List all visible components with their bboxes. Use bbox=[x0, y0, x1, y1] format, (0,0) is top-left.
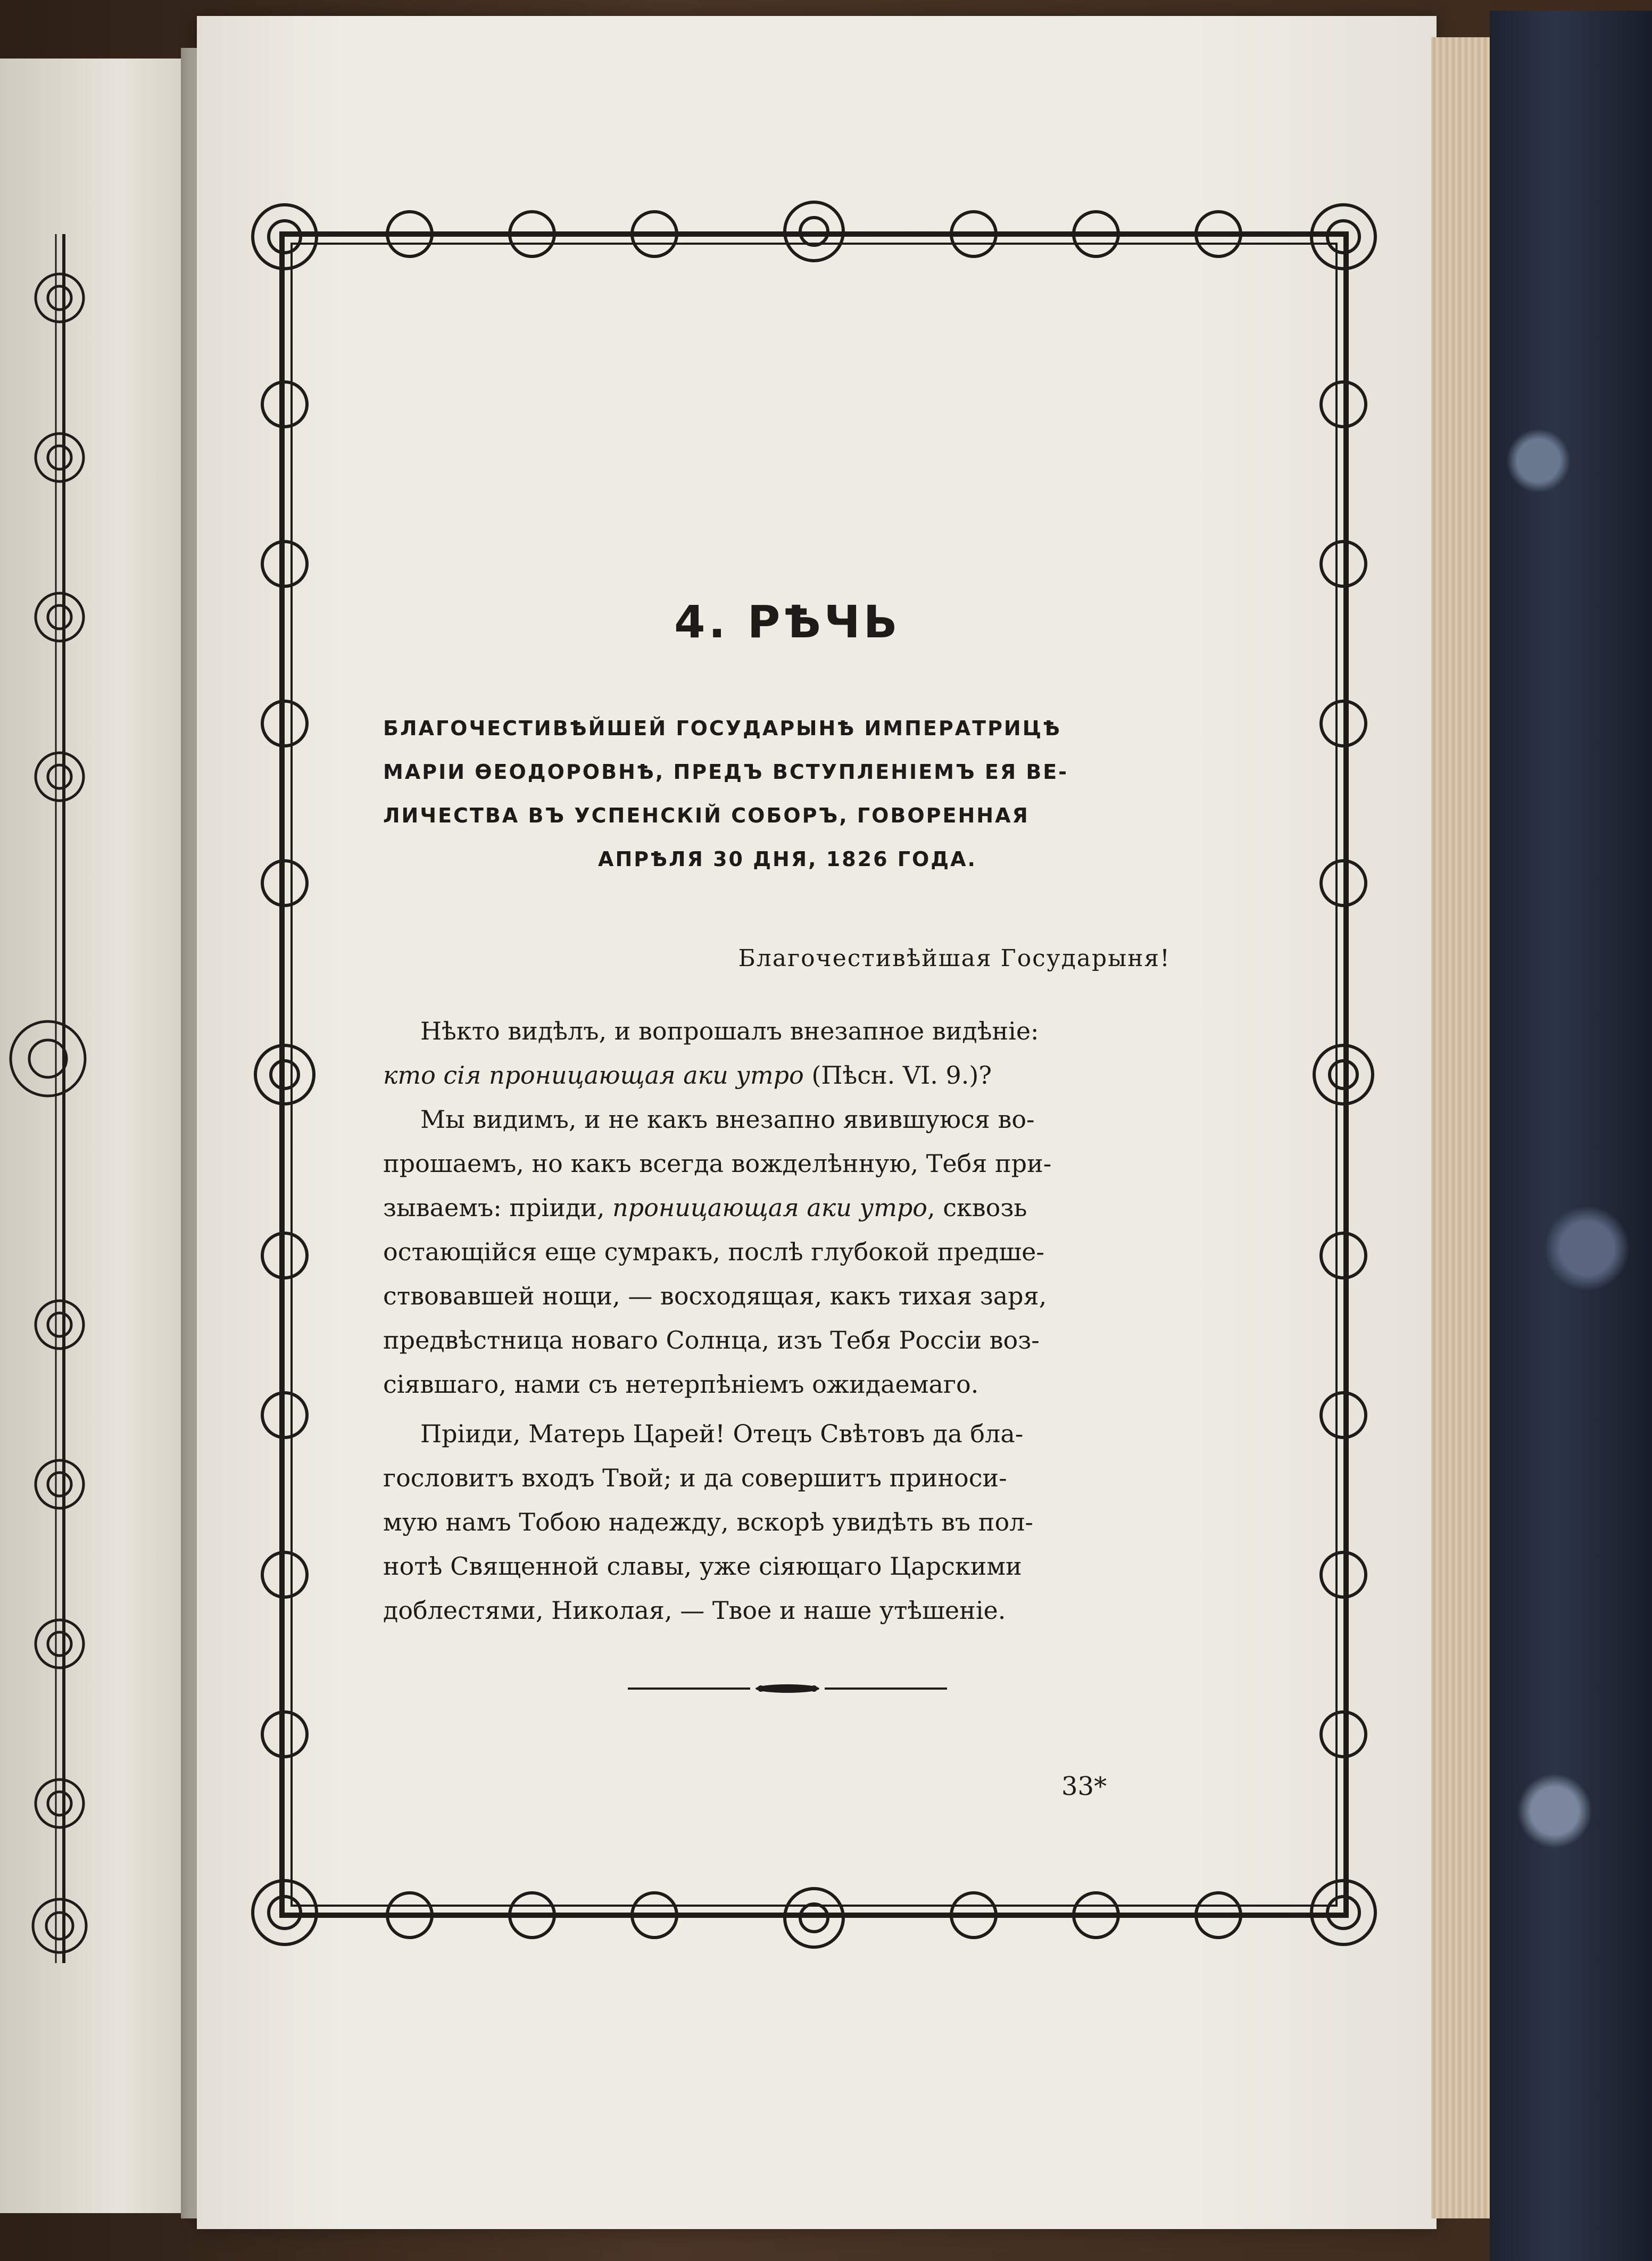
text-line: прошаемъ, но какъ всегда вожделѣнную, Тебя при- bbox=[383, 1149, 1052, 1178]
scripture-reference: (Пѣсн. VI. 9.)? bbox=[803, 1061, 992, 1090]
subtitle-line: МАРІИ ѲЕОДОРОВНѢ, ПРЕДЪ ВСТУПЛЕНІЕМЪ ЕЯ ВЕ- bbox=[383, 760, 1069, 784]
text-line bbox=[383, 1053, 1192, 1098]
text-line: сіявшаго, нами съ нетерпѣніемъ ожидаемаго. bbox=[383, 1370, 979, 1399]
paragraph-1 bbox=[383, 1009, 1192, 1407]
text-line: ствовавшей нощи, — восходящая, какъ тихая заря, bbox=[383, 1282, 1047, 1310]
text-line: предвѣстница новаго Солнца, изъ Тебя Россіи воз- bbox=[383, 1326, 1040, 1354]
text-line: доблестями, Николая, — Твое и наше утѣшеніе. bbox=[383, 1596, 1006, 1625]
page-content bbox=[383, 596, 1192, 1697]
text-line: Пріиди, Матерь Царей! Отецъ Свѣтовъ да бла- bbox=[420, 1419, 1024, 1448]
left-page-ornamental-border bbox=[0, 234, 122, 1963]
text-line: Нѣкто видѣлъ, и вопрошалъ внезапное видѣніе: bbox=[420, 1017, 1039, 1045]
page-number: 33* bbox=[1061, 1772, 1107, 1801]
paragraph-2 bbox=[383, 1412, 1192, 1633]
decorative-rule bbox=[628, 1681, 947, 1697]
text-line: остающійся еще сумракъ, послѣ глубокой предше- bbox=[383, 1237, 1044, 1266]
speech-title: 4. РѢЧЬ bbox=[674, 596, 901, 648]
marbled-cover bbox=[1490, 11, 1652, 2261]
text-line: гословитъ входъ Твой; и да совершитъ приноси- bbox=[383, 1464, 1007, 1492]
text-fragment: зываемъ: пріиди, bbox=[383, 1193, 613, 1222]
text-line: Мы видимъ, и не какъ внезапно явившуюся во- bbox=[420, 1105, 1035, 1134]
page-edges bbox=[1431, 37, 1490, 2218]
text-line: нотѣ Священной славы, уже сіяющаго Царскими bbox=[383, 1552, 1022, 1581]
subtitle-line: АПРѢЛЯ 30 ДНЯ, 1826 ГОДА. bbox=[598, 847, 977, 871]
text-line bbox=[383, 1186, 1192, 1230]
scripture-quote: кто сія проницающая аки утро bbox=[383, 1061, 804, 1090]
text-fragment: , сквозь bbox=[927, 1193, 1027, 1222]
subtitle-line: БЛАГОЧЕСТИВѢЙШЕЙ ГОСУДАРЫНѢ ИМПЕРАТРИЦѢ bbox=[383, 717, 1061, 740]
scripture-quote: проницающая аки утро bbox=[612, 1193, 927, 1222]
salutation: Благочестивѣйшая Государыня! bbox=[738, 945, 1170, 972]
subtitle-line: ЛИЧЕСТВА ВЪ УСПЕНСКІЙ СОБОРЪ, ГОВОРЕННАЯ bbox=[383, 804, 1030, 827]
text-line: мую намъ Тобою надежду, вскорѣ увидѣть въ пол- bbox=[383, 1508, 1033, 1536]
speech-subtitle bbox=[383, 706, 1192, 881]
